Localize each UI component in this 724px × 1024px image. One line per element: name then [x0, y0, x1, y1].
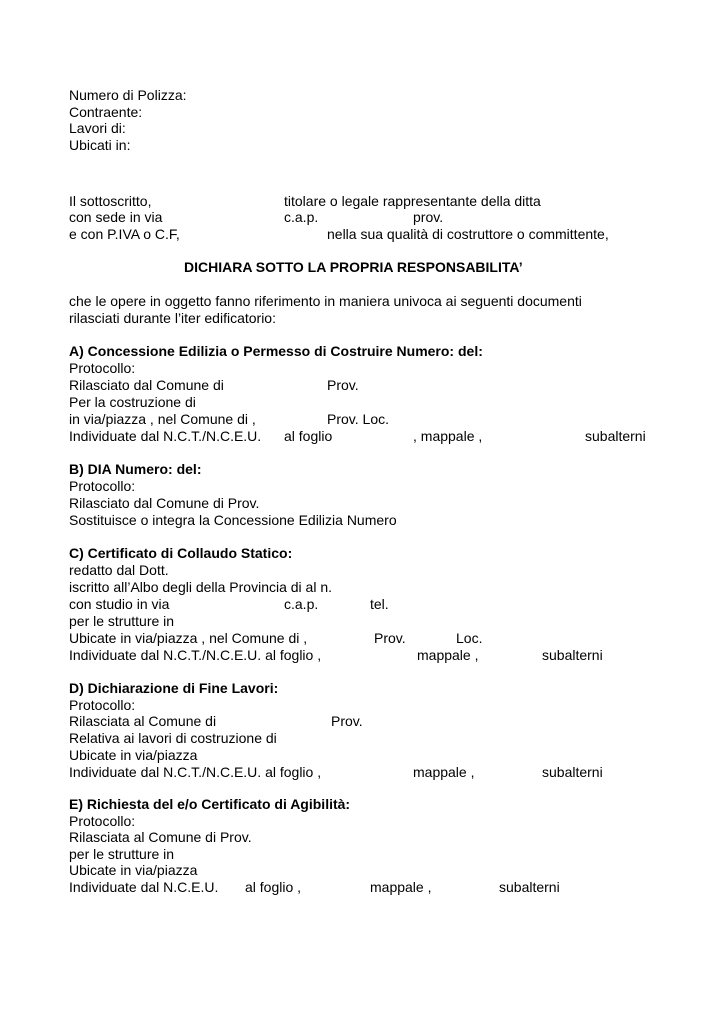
- section-c-studio: con studio in via: [69, 596, 170, 612]
- address-label: con sede in via: [69, 209, 163, 225]
- location-label: Ubicati in:: [69, 137, 131, 153]
- works-label: Lavori di:: [69, 120, 126, 136]
- section-c-parcel: mappale ,: [417, 647, 479, 663]
- section-c-cap: c.a.p.: [284, 596, 319, 612]
- contractor-label: Contraente:: [69, 104, 143, 120]
- section-a-address: in via/piazza , nel Comune di ,: [69, 411, 256, 427]
- section-a-cadastre: Individuate dal N.C.T./N.C.E.U.: [69, 428, 262, 444]
- intro-line-2: rilasciati durante l’iter edificatorio:: [69, 310, 276, 326]
- section-a-protocol: Protocollo:: [69, 360, 136, 376]
- section-e-cadastre: Individuate dal N.C.E.U.: [69, 879, 219, 895]
- cap-label: c.a.p.: [284, 209, 319, 225]
- section-d-heading: D) Dichiarazione di Fine Lavori:: [69, 680, 279, 696]
- section-c-address: Ubicate in via/piazza , nel Comune di ,: [69, 630, 308, 646]
- section-c-heading: C) Certificato di Collaudo Statico:: [69, 545, 293, 561]
- section-d-works: Relativa ai lavori di costruzione di: [69, 730, 277, 746]
- section-a-prov: Prov.: [327, 377, 359, 393]
- section-a-construction: Per la costruzione di: [69, 394, 196, 410]
- section-a-subunits: subalterni: [585, 428, 646, 444]
- section-e-subunits: subalterni: [499, 879, 560, 895]
- intro-line-1: che le opere in oggetto fanno riferimento in maniera univoca ai seguenti documenti: [69, 293, 582, 309]
- prov-label: prov.: [413, 209, 444, 225]
- section-e-address: Ubicate in via/piazza: [69, 862, 198, 878]
- section-e-sheet: al foglio ,: [245, 879, 302, 895]
- policy-number-label: Numero di Polizza:: [69, 87, 187, 103]
- section-d-subunits: subalterni: [542, 764, 603, 780]
- section-c-drafted-by: redatto dal Dott.: [69, 562, 169, 578]
- document-title: DICHIARA SOTTO LA PROPRIA RESPONSABILITA’: [184, 259, 523, 275]
- section-a-heading: A) Concessione Edilizia o Permesso di Costruire Numero: del:: [69, 343, 483, 359]
- section-d-issued-to: Rilasciata al Comune di: [69, 713, 217, 729]
- section-e-parcel: mappale ,: [370, 879, 432, 895]
- section-c-registry: iscritto all’Albo degli della Provincia di al n.: [69, 579, 333, 595]
- section-d-protocol: Protocollo:: [69, 697, 136, 713]
- section-c-prov: Prov.: [374, 630, 406, 646]
- section-b-protocol: Protocollo:: [69, 478, 136, 494]
- section-e-issued-to: Rilasciata al Comune di Prov.: [69, 829, 252, 845]
- section-c-loc: Loc.: [456, 630, 483, 646]
- role-label: nella sua qualità di costruttore o committente,: [327, 226, 609, 242]
- section-a-issued-by: Rilasciato dal Comune di: [69, 377, 224, 393]
- section-a-parcel: , mappale ,: [413, 428, 483, 444]
- section-b-heading: B) DIA Numero: del:: [69, 461, 202, 477]
- section-c-cadastre: Individuate dal N.C.T./N.C.E.U. al foglio ,: [69, 647, 322, 663]
- section-e-structures: per le strutture in: [69, 846, 175, 862]
- section-e-protocol: Protocollo:: [69, 813, 136, 829]
- section-e-heading: E) Richiesta del e/o Certificato di Agibilità:: [69, 796, 351, 812]
- section-b-issued-by: Rilasciato dal Comune di Prov.: [69, 495, 260, 511]
- section-d-address: Ubicate in via/piazza: [69, 747, 198, 763]
- section-c-structures: per le strutture in: [69, 613, 175, 629]
- section-a-prov-loc: Prov. Loc.: [327, 411, 389, 427]
- section-d-parcel: mappale ,: [413, 764, 475, 780]
- owner-label: titolare o legale rappresentante della ditta: [284, 193, 541, 209]
- section-c-subunits: subalterni: [542, 647, 603, 663]
- section-b-replaces: Sostituisce o integra la Concessione Edilizia Numero: [69, 512, 397, 528]
- section-d-cadastre: Individuate dal N.C.T./N.C.E.U. al foglio ,: [69, 764, 322, 780]
- section-c-tel: tel.: [370, 596, 389, 612]
- vat-label: e con P.IVA o C.F,: [69, 226, 180, 242]
- section-d-prov: Prov.: [331, 713, 363, 729]
- section-a-sheet: al foglio: [284, 428, 333, 444]
- undersigned-label: Il sottoscritto,: [69, 193, 152, 209]
